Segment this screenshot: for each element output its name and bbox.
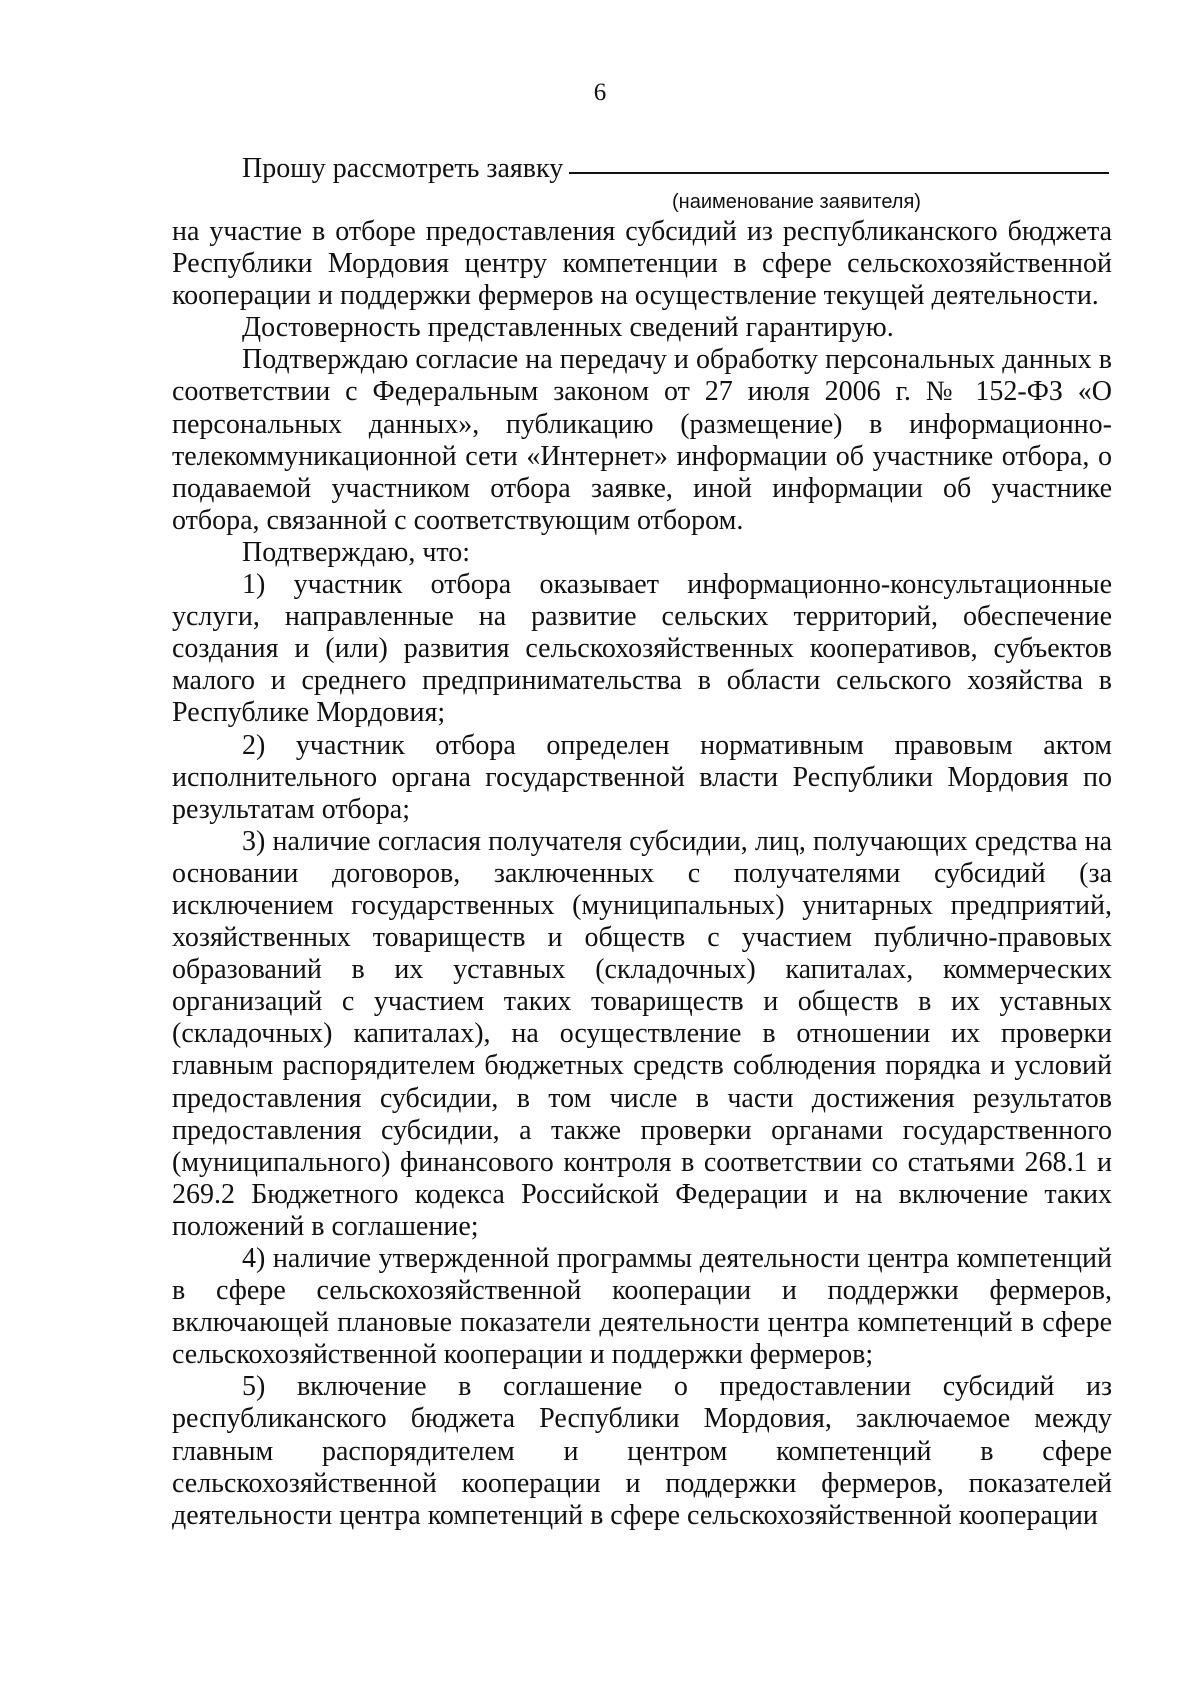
page-number: 6	[593, 79, 607, 106]
list-item-5: 5) включение в соглашение о предоставлении субсидий из республиканского бюджета Республики Мордовия, заключаемое между главным распорядителем и центром компетенций в сфере сельскохозяйственной кооперации и поддержки фермеров, показателей деятельности центра компетенций в сфере сельскохозяйственной кооперации	[172, 1371, 1112, 1531]
request-line	[242, 152, 1109, 186]
paragraph-accuracy-guarantee: Достоверность представленных сведений гарантирую.	[242, 312, 894, 344]
applicant-name-caption: (наименование заявителя)	[672, 191, 921, 213]
list-item-3: 3) наличие согласия получателя субсидии, лиц, получающих средства на основании договоров, заключенных с получателями субсидий (за исключением государственных (муниципальных) унитарных предприятий, хозяйственных товариществ и обществ с участием публично-правовых образований в их уставных (складочных) капиталах, коммерческих организаций с участием таких товариществ и обществ в их уставных (складочных) капиталах), на осуществление в отношении их проверки главным распорядителем бюджетных средств соблюдения порядка и условий предоставления субсидии, в том числе в части достижения результатов предоставления субсидии, а также проверки органами государственного (муниципального) финансового контроля в соответствии со статьями 268.1 и 269.2 Бюджетного кодекса Российской Федерации и на включение таких положений в соглашение;	[172, 825, 1112, 1242]
document-body	[172, 216, 1112, 1532]
request-prefix: Прошу рассмотреть заявку	[242, 153, 564, 184]
list-item-1: 1) участник отбора оказывает информационно-консультационные услуги, направленные на развитие сельских территорий, обеспечение создания и (или) развития сельскохозяйственных кооперативов, субъектов малого и среднего предпринимательства в области сельского хозяйства в Республике Мордовия;	[172, 569, 1112, 729]
paragraph-confirmation-heading: Подтверждаю, что:	[242, 536, 471, 568]
applicant-name-blank	[569, 172, 1109, 174]
list-item-2: 2) участник отбора определен нормативным правовым актом исполнительного органа государственной власти Республики Мордовия по результатам отбора;	[172, 729, 1112, 825]
list-item-4: 4) наличие утвержденной программы деятельности центра компетенций в сфере сельскохозяйственной кооперации и поддержки фермеров, включающей плановые показатели деятельности центра компетенций в сфере сельскохозяйственной кооперации и поддержки фермеров;	[172, 1243, 1112, 1371]
paragraph-request-purpose: на участие в отборе предоставления субсидий из республиканского бюджета Республики Мордовия центру компетенции в сфере сельскохозяйственной кооперации и поддержки фермеров на осуществление текущей деятельности.	[172, 216, 1112, 312]
paragraph-personal-data-consent: Подтверждаю согласие на передачу и обработку персональных данных в соответствии с Федеральным законом от 27 июля 2006 г. № 152-ФЗ «О персональных данных», публикацию (размещение) в информационно-телекоммуникационной сети «Интернет» информации об участнике отбора, о подаваемой участником отбора заявке, иной информации об участнике отбора, связанной с соответствующим отбором.	[172, 344, 1112, 536]
